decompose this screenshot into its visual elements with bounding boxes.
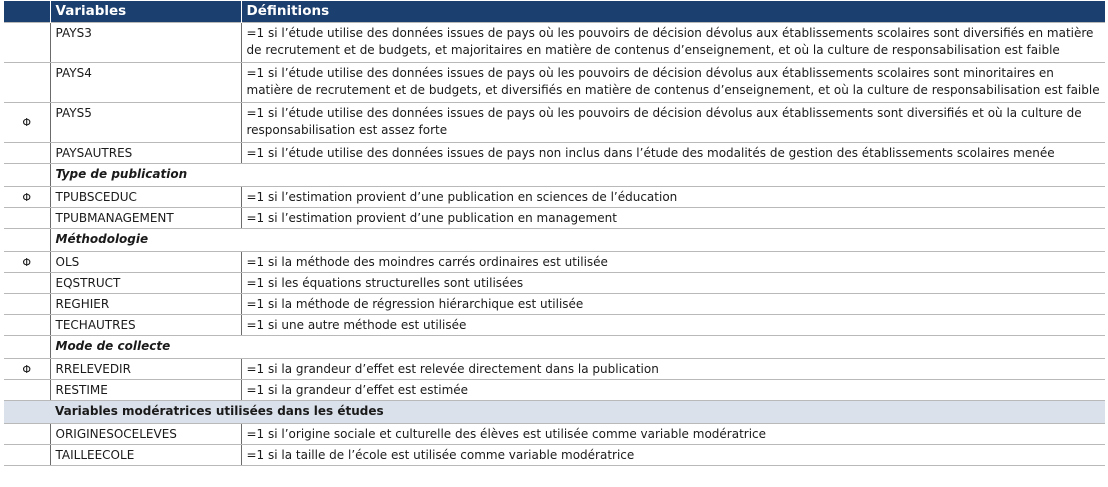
variable-name: PAYS3 [50, 23, 241, 63]
variable-definition: =1 si l’étude utilise des données issues de pays où les pouvoirs de décision dévolus aux établissements sont diversifiés et où la culture de responsabilisation est assez forte [241, 103, 1105, 143]
table-row [4, 208, 1105, 229]
table-header-row [4, 1, 1105, 23]
table-row [4, 445, 1105, 466]
variable-name: TECHAUTRES [50, 315, 241, 336]
table-row [4, 273, 1105, 294]
variables-definitions-table [4, 1, 1105, 466]
section-title-methodologie: Méthodologie [50, 229, 1105, 252]
variable-name: PAYS4 [50, 63, 241, 103]
definitions-table-container [4, 1, 1105, 466]
section-marker-cell [4, 164, 50, 187]
variable-name: TPUBMANAGEMENT [50, 208, 241, 229]
band-row [4, 401, 1105, 424]
section-row [4, 164, 1105, 187]
section-marker-cell [4, 229, 50, 252]
section-marker-cell [4, 336, 50, 359]
variable-definition: =1 si l’origine sociale et culturelle des élèves est utilisée comme variable modératrice [241, 424, 1105, 445]
header-variables: Variables [50, 1, 241, 23]
phi-marker: Φ [4, 359, 50, 380]
header-marker-cell [4, 1, 50, 23]
section-title-mode-collecte: Mode de collecte [50, 336, 1105, 359]
variable-definition: =1 si l’estimation provient d’une publication en management [241, 208, 1105, 229]
variable-definition: =1 si la grandeur d’effet est estimée [241, 380, 1105, 401]
table-row [4, 143, 1105, 164]
section-row [4, 229, 1105, 252]
table-row [4, 294, 1105, 315]
variable-definition: =1 si les équations structurelles sont utilisées [241, 273, 1105, 294]
variable-definition: =1 si l’étude utilise des données issues de pays où les pouvoirs de décision dévolus aux établissements scolaires sont minoritaires en matière de recrutement et de budgets, et diversifiés en matière de contenus d’enseignement, et où la culture de responsabilisation est faible [241, 63, 1105, 103]
table-row [4, 252, 1105, 273]
phi-marker [4, 424, 50, 445]
table-row [4, 424, 1105, 445]
table-row [4, 315, 1105, 336]
phi-marker [4, 380, 50, 401]
variable-name: PAYSAUTRES [50, 143, 241, 164]
variable-name: PAYS5 [50, 103, 241, 143]
phi-marker [4, 143, 50, 164]
variable-name: RRELEVEDIR [50, 359, 241, 380]
variable-definition: =1 si une autre méthode est utilisée [241, 315, 1105, 336]
section-row [4, 336, 1105, 359]
band-title-moderatrices: Variables modératrices utilisées dans les études [50, 401, 1105, 424]
variable-name: EQSTRUCT [50, 273, 241, 294]
phi-marker [4, 445, 50, 466]
table-row [4, 187, 1105, 208]
phi-marker: Φ [4, 187, 50, 208]
variable-definition: =1 si la méthode des moindres carrés ordinaires est utilisée [241, 252, 1105, 273]
band-marker-cell [4, 401, 50, 424]
phi-marker [4, 294, 50, 315]
variable-definition: =1 si la méthode de régression hiérarchique est utilisée [241, 294, 1105, 315]
section-title-type-publication: Type de publication [50, 164, 1105, 187]
phi-marker: Φ [4, 103, 50, 143]
table-row [4, 380, 1105, 401]
phi-marker [4, 23, 50, 63]
phi-marker [4, 315, 50, 336]
variable-definition: =1 si la taille de l’école est utilisée comme variable modératrice [241, 445, 1105, 466]
phi-marker [4, 63, 50, 103]
variable-name: ORIGINESOCELEVES [50, 424, 241, 445]
phi-marker [4, 208, 50, 229]
table-row [4, 23, 1105, 63]
phi-marker: Φ [4, 252, 50, 273]
variable-name: OLS [50, 252, 241, 273]
table-row [4, 63, 1105, 103]
variable-definition: =1 si l’étude utilise des données issues de pays où les pouvoirs de décision dévolus aux établissements scolaires sont diversifiés en matière de recrutement et de budgets, et majoritaires en matière de contenus d’enseignement, et où la culture de responsabilisation est faible [241, 23, 1105, 63]
header-definitions: Définitions [241, 1, 1105, 23]
table-row [4, 103, 1105, 143]
phi-marker [4, 273, 50, 294]
table-row [4, 359, 1105, 380]
variable-definition: =1 si l’estimation provient d’une publication en sciences de l’éducation [241, 187, 1105, 208]
variable-definition: =1 si la grandeur d’effet est relevée directement dans la publication [241, 359, 1105, 380]
variable-definition: =1 si l’étude utilise des données issues de pays non inclus dans l’étude des modalités de gestion des établissements scolaires menée [241, 143, 1105, 164]
variable-name: RESTIME [50, 380, 241, 401]
variable-name: TAILLEECOLE [50, 445, 241, 466]
variable-name: REGHIER [50, 294, 241, 315]
variable-name: TPUBSCEDUC [50, 187, 241, 208]
